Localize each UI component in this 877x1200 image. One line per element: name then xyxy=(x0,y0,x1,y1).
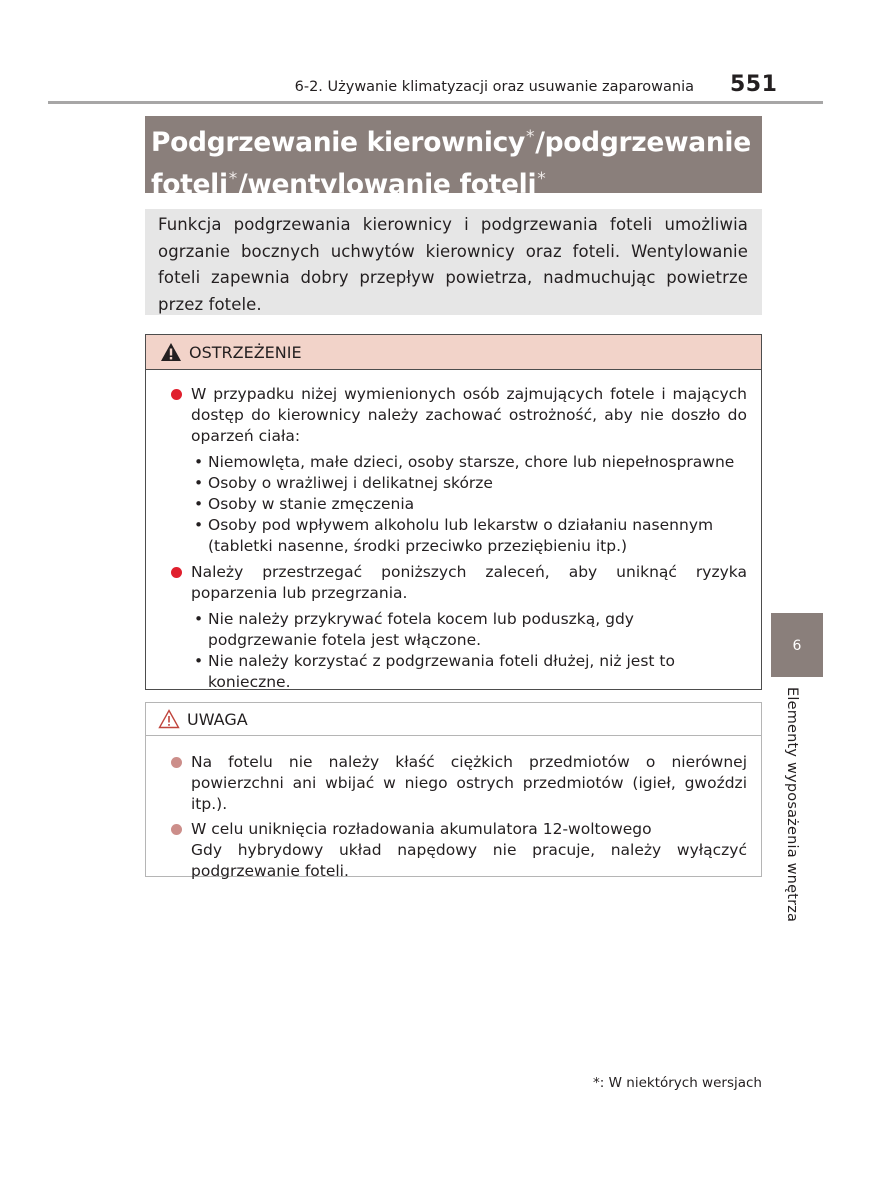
warning-point xyxy=(146,562,761,604)
warning-point-text: Należy przestrzegać poniższych zaleceń, aby uniknąć ryzyka poparzenia lub przegrzania. xyxy=(191,563,747,602)
warning-box xyxy=(145,334,762,690)
asterisk-mark: * xyxy=(228,169,237,189)
title-part4: /wentylowanie foteli xyxy=(237,169,537,200)
warning-point-text: W przypadku niżej wymienionych osób zajmujących fotele i mających dostęp do kierownicy należy zachować ostrożność, aby nie doszło do oparzeń ciała: xyxy=(191,385,747,445)
list-item xyxy=(146,494,761,515)
title-part3: foteli xyxy=(151,169,228,200)
list-item-text: Niemowlęta, małe dzieci, osoby starsze, chore lub niepełnosprawne xyxy=(208,453,735,471)
chapter-tab xyxy=(771,613,823,677)
bullet-icon: • xyxy=(194,610,204,628)
notice-point-heading: W celu uniknięcia rozładowania akumulatora 12-woltowego xyxy=(191,820,652,838)
asterisk-mark: * xyxy=(537,169,546,189)
warning-label: OSTRZEŻENIE xyxy=(189,342,302,362)
asterisk-mark: * xyxy=(526,127,535,147)
bullet-dot-icon xyxy=(171,824,182,835)
bullet-icon: • xyxy=(194,453,204,471)
warning-header xyxy=(146,335,761,370)
chapter-label: Elementy wyposażenia wnętrza xyxy=(784,687,800,923)
title-part1: Podgrzewanie kierownicy xyxy=(151,127,526,158)
bullet-icon: • xyxy=(194,652,204,670)
footnote: *: W niektórych wersjach xyxy=(593,1075,762,1091)
notice-label: UWAGA xyxy=(187,709,248,729)
header-rule xyxy=(48,101,823,104)
notice-point xyxy=(146,752,761,815)
list-item-text: Osoby o wrażliwej i delikatnej skórze xyxy=(208,474,493,492)
notice-box xyxy=(145,702,762,880)
page-number: 551 xyxy=(730,72,778,97)
list-item-text: Osoby w stanie zmęczenia xyxy=(208,495,415,513)
bullet-icon: • xyxy=(194,474,204,492)
list-item xyxy=(146,473,761,494)
notice-header xyxy=(146,703,761,736)
list-item-text: Osoby pod wpływem alkoholu lub lekarstw o działaniu nasennym (tabletki nasenne, środki przeciwko przeziębieniu itp.) xyxy=(208,516,714,555)
bullet-dot-icon xyxy=(171,567,182,578)
list-item xyxy=(146,651,761,693)
list-item-text: Nie należy przykrywać fotela kocem lub poduszką, gdy podgrzewanie fotela jest włączone. xyxy=(208,610,634,649)
warning-triangle-icon xyxy=(160,342,182,362)
notice-point-text: Gdy hybrydowy układ napędowy nie pracuje, należy wyłączyć podgrzewanie foteli. xyxy=(191,841,747,880)
chapter-number: 6 xyxy=(792,638,802,654)
section-title: 6-2. Używanie klimatyzacji oraz usuwanie zaparowania xyxy=(294,79,694,95)
warning-point xyxy=(146,384,761,447)
intro-paragraph: Funkcja podgrzewania kierownicy i podgrzewania foteli umożliwia ogrzanie bocznych uchwytów kierownicy oraz foteli. Wentylowanie foteli zapewnia dobry przepływ powietrza, nadmuchując powietrze przez fotele. xyxy=(145,209,762,315)
list-item xyxy=(146,515,761,557)
caution-triangle-icon xyxy=(158,709,180,729)
title-part2: /podgrzewanie xyxy=(535,127,751,158)
list-item xyxy=(146,609,761,651)
bullet-dot-icon xyxy=(171,757,182,768)
notice-point-text: Na fotelu nie należy kłaść ciężkich przedmiotów o nierównej powierzchni ani wbijać w niego ostrych przedmiotów (igieł, gwoździ itp.). xyxy=(191,753,747,813)
bullet-icon: • xyxy=(194,516,204,534)
list-item-text: Nie należy korzystać z podgrzewania foteli dłużej, niż jest to konieczne. xyxy=(208,652,675,691)
notice-point xyxy=(146,819,761,882)
page-title xyxy=(145,116,762,200)
bullet-icon: • xyxy=(194,495,204,513)
page-header xyxy=(0,0,877,110)
bullet-dot-icon xyxy=(171,389,182,400)
list-item xyxy=(146,452,761,473)
